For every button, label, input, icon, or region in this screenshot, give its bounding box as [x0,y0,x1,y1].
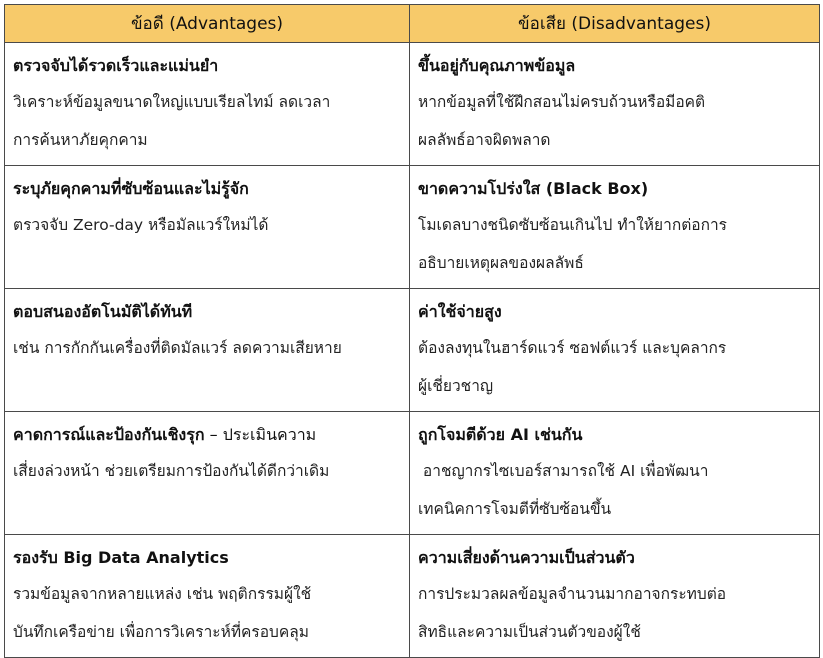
advantage-title: คาดการณ์และป้องกันเชิงรุก [13,425,205,444]
advantage-title: ตรวจจับได้รวดเร็วและแม่นยำ [13,56,219,75]
disadvantage-title: ถูกโจมตีด้วย AI เช่นกัน [418,425,583,444]
table-row [5,412,820,535]
advantage-desc-line: บันทึกเครือข่าย เพื่อการวิเคราะห์ที่ครอบคลุม [13,623,309,641]
disadvantage-desc-line: อาชญากรไซเบอร์สามารถใช้ AI เพื่อพัฒนา [418,462,709,480]
advantage-desc-line: เช่น การกักกันเครื่องที่ติดมัลแวร์ ลดความเสียหาย [13,339,342,357]
advantage-cell [5,43,410,166]
disadvantage-desc-line: การประมวลผลข้อมูลจำนวนมากอาจกระทบต่อ [418,585,727,603]
disadvantage-desc-line: อธิบายเหตุผลของผลลัพธ์ [418,254,584,272]
advantage-desc-line: การค้นหาภัยคุกคาม [13,131,148,149]
table-row [5,43,820,166]
advantage-title: รองรับ Big Data Analytics [13,548,229,567]
advantage-desc-line: ตรวจจับ Zero-day หรือมัลแวร์ใหม่ได้ [13,216,269,234]
disadvantage-desc-line: ผู้เชี่ยวชาญ [418,377,494,395]
disadvantage-cell [410,43,820,166]
disadvantage-desc-line: สิทธิและความเป็นส่วนตัวของผู้ใช้ [418,623,641,641]
advantage-title: ระบุภัยคุกคามที่ซับซ้อนและไม่รู้จัก [13,179,249,198]
table-row [5,535,820,658]
advantage-title: ตอบสนองอัตโนมัติได้ทันที [13,302,193,321]
disadvantage-desc-line: หากข้อมูลที่ใช้ฝึกสอนไม่ครบถ้วนหรือมีอคติ [418,93,706,111]
advantage-desc-line: วิเคราะห์ข้อมูลขนาดใหญ่แบบเรียลไทม์ ลดเวลา [13,93,331,111]
disadvantage-title: ขึ้นอยู่กับคุณภาพข้อมูล [418,56,576,75]
disadvantage-cell [410,535,820,658]
table-row [5,289,820,412]
disadvantage-title: ขาดความโปร่งใส (Black Box) [418,179,649,198]
header-disadvantages: ข้อเสีย (Disadvantages) [410,5,820,43]
advantage-cell [5,166,410,289]
advantage-cell [5,412,410,535]
disadvantage-desc-line: โมเดลบางชนิดซับซ้อนเกินไป ทำให้ยากต่อการ [418,216,727,234]
advantage-cell [5,289,410,412]
disadvantage-cell [410,412,820,535]
comparison-table [4,4,820,658]
advantage-desc-line: รวมข้อมูลจากหลายแหล่ง เช่น พฤติกรรมผู้ใช้ [13,585,312,603]
advantage-desc-line: เสี่ยงล่วงหน้า ช่วยเตรียมการป้องกันได้ดีกว่าเดิม [13,462,330,480]
advantage-title-line [13,418,401,452]
table-row [5,166,820,289]
header-row [5,5,820,43]
disadvantage-desc-line: เทคนิคการโจมตีที่ซับซ้อนขึ้น [418,500,612,518]
disadvantage-cell [410,289,820,412]
advantage-title-suffix: – ประเมินความ [204,425,317,444]
disadvantage-cell [410,166,820,289]
header-advantages: ข้อดี (Advantages) [5,5,410,43]
disadvantage-desc-line: ผลลัพธ์อาจผิดพลาด [418,131,551,149]
disadvantage-desc-line: ต้องลงทุนในฮาร์ดแวร์ ซอฟต์แวร์ และบุคลากร [418,339,727,357]
disadvantage-title: ความเสี่ยงด้านความเป็นส่วนตัว [418,548,635,567]
advantage-cell [5,535,410,658]
disadvantage-title: ค่าใช้จ่ายสูง [418,302,502,321]
